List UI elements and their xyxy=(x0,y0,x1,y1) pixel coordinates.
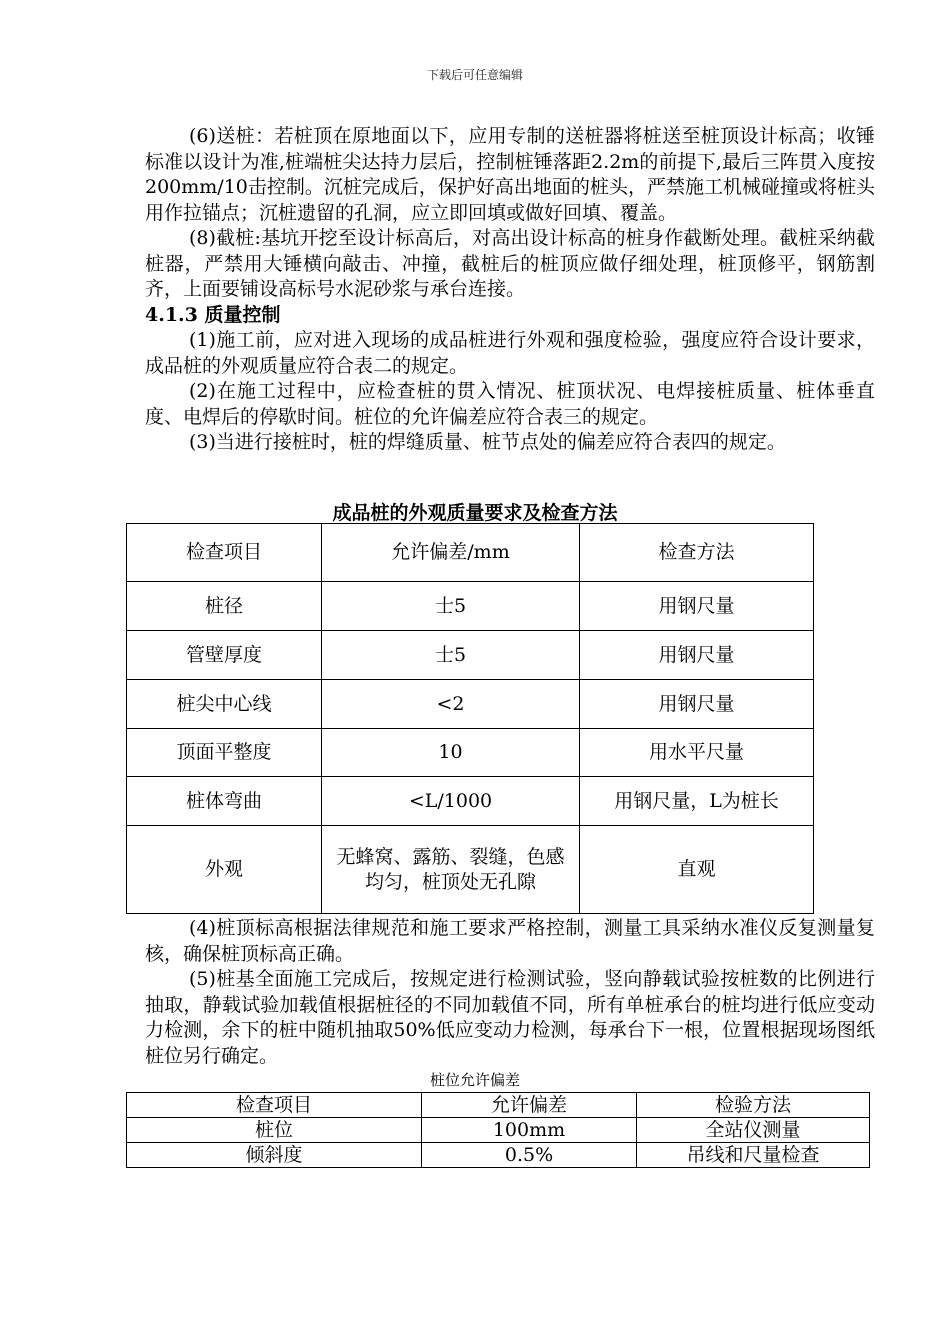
table-cell: 无蜂窝、露筋、裂缝，色感均匀，桩顶处无孔隙 xyxy=(322,826,580,914)
table-cell: 桩体弯曲 xyxy=(127,777,322,826)
table-row xyxy=(127,680,814,729)
paragraph: (4)桩顶标高根据法律规范和施工要求严格控制，测量工具采纳水准仪反复测量复核，确保桩顶标高正确。 xyxy=(145,917,875,965)
paragraph: (1)施工前，应对进入现场的成品桩进行外观和强度检验，强度应符合设计要求，成品桩的外观质量应符合表二的规定。 xyxy=(145,329,875,377)
table-cell: 外观 xyxy=(127,826,322,914)
table-header-cell: 检查项目 xyxy=(127,1093,422,1118)
body-text-bottom xyxy=(145,916,875,1069)
table-cell: 桩径 xyxy=(127,582,322,631)
table-header-cell: 检查项目 xyxy=(127,524,322,582)
table-cell: 士5 xyxy=(322,631,580,680)
table-cell: 顶面平整度 xyxy=(127,729,322,777)
page-header: 下载后可任意编辑 xyxy=(426,68,523,82)
table-row xyxy=(127,582,814,631)
paragraph: (2)在施工过程中，应检查桩的贯入情况、桩顶状况、电焊接桩质量、桩体垂直度、电焊后的停歇时间。桩位的允许偏差应符合表三的规定。 xyxy=(145,380,875,428)
table-cell: <L/1000 xyxy=(322,777,580,826)
paragraph: (5)桩基全面施工完成后，按规定进行检测试验，竖向静载试验按桩数的比例进行抽取，静载试验加载值根据桩径的不同加载值不同，所有单桩承台的桩均进行低应变动力检测，余下的桩中随机抽取50%低应变动力检测，每承台下一根，位置根据现场图纸桩位另行确定。 xyxy=(145,968,875,1067)
pile-position-table xyxy=(126,1092,870,1168)
table1-title: 成品桩的外观质量要求及检查方法 xyxy=(332,502,618,524)
table-cell: 全站仪测量 xyxy=(637,1118,870,1143)
quality-table xyxy=(126,523,814,914)
table-header-cell: 允许偏差 xyxy=(422,1093,637,1118)
paragraph: (6)送桩：若桩顶在原地面以下，应用专制的送桩器将桩送至桩顶设计标高；收锤标准以设计为准,桩端桩尖达持力层后，控制桩锤落距2.2m的前提下,最后三阵贯入度按200mm/10击控制。沉桩完成后，保护好高出地面的桩头，严禁施工机械碰撞或将桩头用作拉锚点；沉桩遗留的孔洞，应立即回填或做好回填、覆盖。 xyxy=(145,125,875,224)
table-row xyxy=(127,1143,870,1168)
table-cell: 吊线和尺量检查 xyxy=(637,1143,870,1168)
table-cell: 用钢尺量 xyxy=(580,582,814,631)
table-cell: 0.5% xyxy=(422,1143,637,1168)
paragraph: (3)当进行接桩时，桩的焊缝质量、桩节点处的偏差应符合表四的规定。 xyxy=(189,431,786,453)
table-header-cell: 检验方法 xyxy=(637,1093,870,1118)
section-heading: 4.1.3 质量控制 xyxy=(145,303,281,326)
table-cell: 用钢尺量 xyxy=(580,631,814,680)
table-cell: 直观 xyxy=(580,826,814,914)
table-cell: 10 xyxy=(322,729,580,777)
table-cell: 倾斜度 xyxy=(127,1143,422,1168)
table-row xyxy=(127,826,814,914)
table-cell: 用钢尺量，L为桩长 xyxy=(580,777,814,826)
table-header-row xyxy=(127,1093,870,1118)
body-text-top xyxy=(145,124,875,456)
table-cell: 士5 xyxy=(322,582,580,631)
table-row xyxy=(127,729,814,777)
table-cell: 用水平尺量 xyxy=(580,729,814,777)
table-row xyxy=(127,777,814,826)
table2-title: 桩位允许偏差 xyxy=(429,1071,520,1089)
paragraph: (8)截桩:基坑开挖至设计标高后，对高出设计标高的桩身作截断处理。截桩采纳截桩器，严禁用大锤横向敲击、冲撞，截桩后的桩顶应做仔细处理，桩顶修平，钢筋割齐，上面要铺设高标号水泥砂浆与承台连接。 xyxy=(145,227,875,300)
table-cell: <2 xyxy=(322,680,580,729)
table-cell: 100mm xyxy=(422,1118,637,1143)
table-header-row xyxy=(127,524,814,582)
table-header-cell: 检查方法 xyxy=(580,524,814,582)
table-header-cell: 允许偏差/mm xyxy=(322,524,580,582)
table-row xyxy=(127,631,814,680)
table-row xyxy=(127,1118,870,1143)
table-cell: 桩尖中心线 xyxy=(127,680,322,729)
table-cell: 用钢尺量 xyxy=(580,680,814,729)
table-cell: 桩位 xyxy=(127,1118,422,1143)
table-cell: 管壁厚度 xyxy=(127,631,322,680)
